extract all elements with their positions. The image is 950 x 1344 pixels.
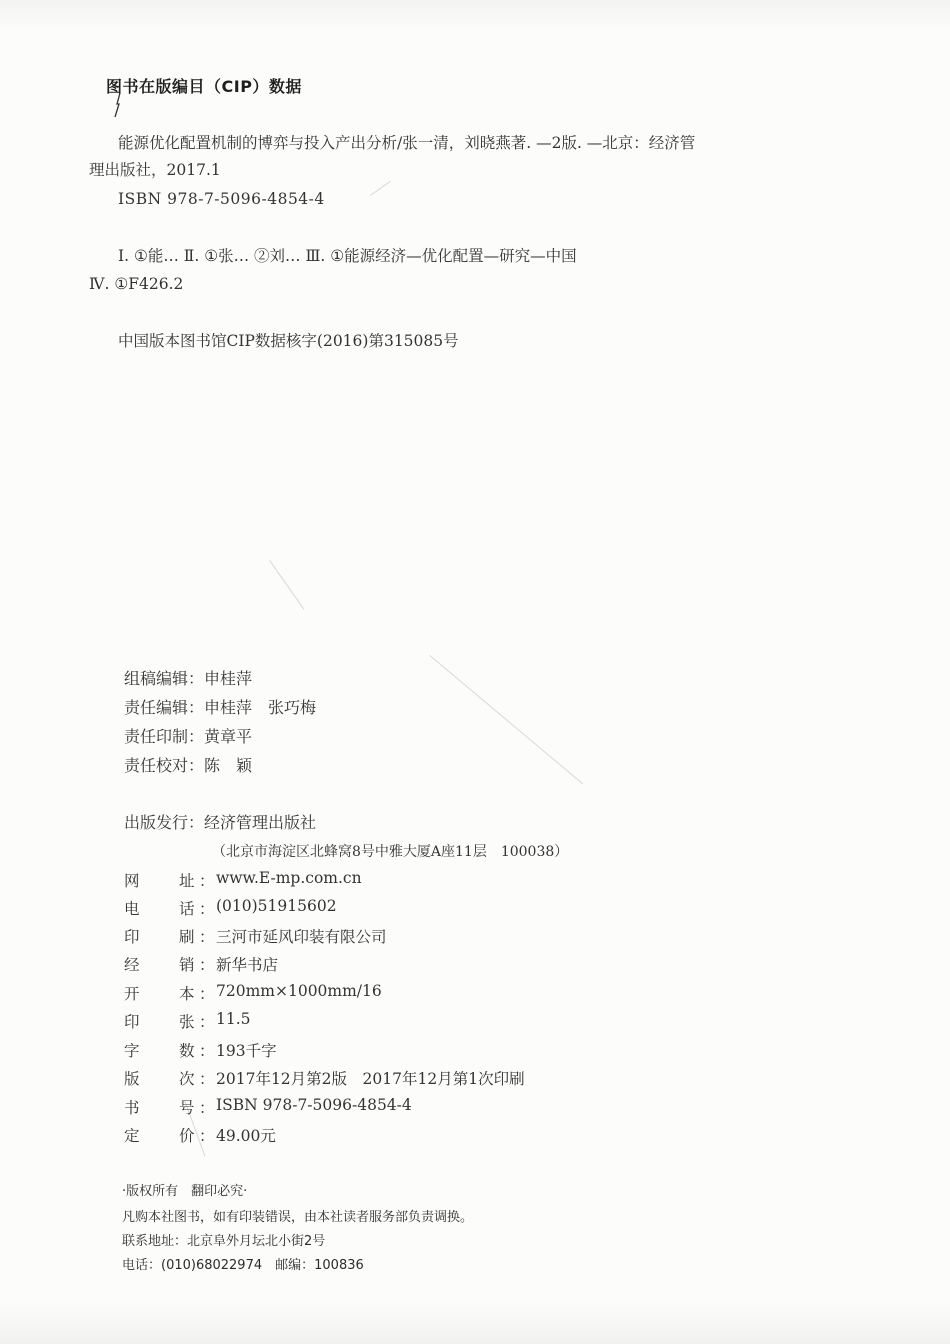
info-colon: ： [199, 1013, 215, 1031]
credit-value: 申桂萍 张巧梅 [204, 698, 317, 717]
contact-address: 联系地址：北京阜外月坛北小街2号 [122, 1234, 326, 1249]
info-colon: ： [199, 872, 215, 890]
info-label-char: 本 [179, 985, 195, 1003]
info-value: www.E-mp.com.cn [216, 869, 362, 887]
credit-label: 责任印制： [124, 727, 205, 746]
credit-label: 责任编辑： [124, 698, 205, 717]
scan-edge-top [0, 0, 950, 30]
cip-classification: Ⅰ. ①能… Ⅱ. ①张… ②刘… Ⅲ. ①能源经济—优化配置—研究—中国 [118, 247, 577, 265]
info-label-char: 经 [124, 956, 140, 974]
info-colon: ： [199, 900, 215, 918]
contact-phone: 电话：(010)68022974 邮编：100836 [122, 1258, 364, 1273]
pen-mark-icon [114, 92, 122, 118]
info-colon: ： [199, 928, 215, 946]
info-label-char: 定 [124, 1127, 140, 1145]
info-label-char: 电 [124, 900, 140, 918]
info-value: 49.00元 [216, 1127, 276, 1145]
info-colon: ： [199, 985, 215, 1003]
info-label-char: 销 [179, 956, 195, 974]
info-colon: ： [199, 1099, 215, 1117]
credit-value: 申桂萍 [204, 669, 253, 688]
info-value: 11.5 [216, 1010, 251, 1028]
info-label-char: 书 [124, 1099, 140, 1117]
cip-classification-cont: Ⅳ. ①F426.2 [89, 275, 184, 293]
paper-fibre [269, 560, 304, 610]
info-label-char: 开 [124, 985, 140, 1003]
info-label-char: 号 [179, 1099, 195, 1117]
info-label-char: 址 [179, 872, 195, 890]
info-label-char: 数 [179, 1042, 195, 1060]
info-label-char: 印 [124, 1013, 140, 1031]
info-value: 三河市延风印装有限公司 [216, 928, 387, 946]
cip-verification-number: 中国版本图书馆CIP数据核字(2016)第315085号 [118, 332, 459, 350]
credit-row [124, 666, 252, 689]
info-label-char: 张 [179, 1013, 195, 1031]
info-label-char: 网 [124, 872, 140, 890]
info-label-char: 版 [124, 1070, 140, 1088]
info-value: 2017年12月第2版 2017年12月第1次印刷 [216, 1070, 525, 1088]
publisher-address: （北京市海淀区北蜂窝8号中雅大厦A座11层 100038） [212, 844, 569, 860]
credit-value: 黄章平 [204, 727, 253, 746]
paper-fibre [429, 655, 583, 784]
info-label-char: 字 [124, 1042, 140, 1060]
publisher-name: 经济管理出版社 [204, 813, 317, 832]
info-value: 新华书店 [216, 956, 279, 974]
replacement-notice: 凡购本社图书，如有印装错误，由本社读者服务部负责调换。 [122, 1210, 474, 1225]
info-label-char: 价 [179, 1127, 195, 1145]
info-colon: ： [199, 1070, 215, 1088]
cip-title-line-cont: 理出版社，2017.1 [89, 161, 221, 179]
credit-value: 陈 颖 [204, 756, 253, 775]
cip-title-line: 能源优化配置机制的博弈与投入产出分析/张一清，刘晓燕著. —2版. —北京：经济管 [118, 134, 696, 152]
info-label-char: 刷 [179, 928, 195, 946]
info-label-char: 话 [179, 900, 195, 918]
credit-row [124, 724, 252, 747]
credit-row [124, 695, 316, 718]
cip-heading: 图书在版编目（CIP）数据 [106, 77, 302, 96]
info-label-char: 次 [179, 1070, 195, 1088]
publisher-label: 出版发行： [124, 813, 205, 832]
credit-row [124, 753, 252, 776]
info-value: 193千字 [216, 1042, 277, 1060]
info-colon: ： [199, 956, 215, 974]
paper-fibre [370, 181, 391, 196]
info-colon: ： [199, 1042, 215, 1060]
publisher-row [124, 810, 316, 833]
info-label-char: 印 [124, 928, 140, 946]
credit-label: 组稿编辑： [124, 669, 205, 688]
info-value: ISBN 978-7-5096-4854-4 [216, 1096, 412, 1114]
info-colon: ： [199, 1127, 215, 1145]
info-value: 720mm×1000mm/16 [216, 982, 382, 1000]
rights-notice: ·版权所有 翻印必究· [122, 1184, 248, 1199]
credit-label: 责任校对： [124, 756, 205, 775]
cip-isbn: ISBN 978-7-5096-4854-4 [118, 190, 325, 208]
scan-edge-bottom [0, 1304, 950, 1344]
info-value: (010)51915602 [216, 897, 337, 915]
